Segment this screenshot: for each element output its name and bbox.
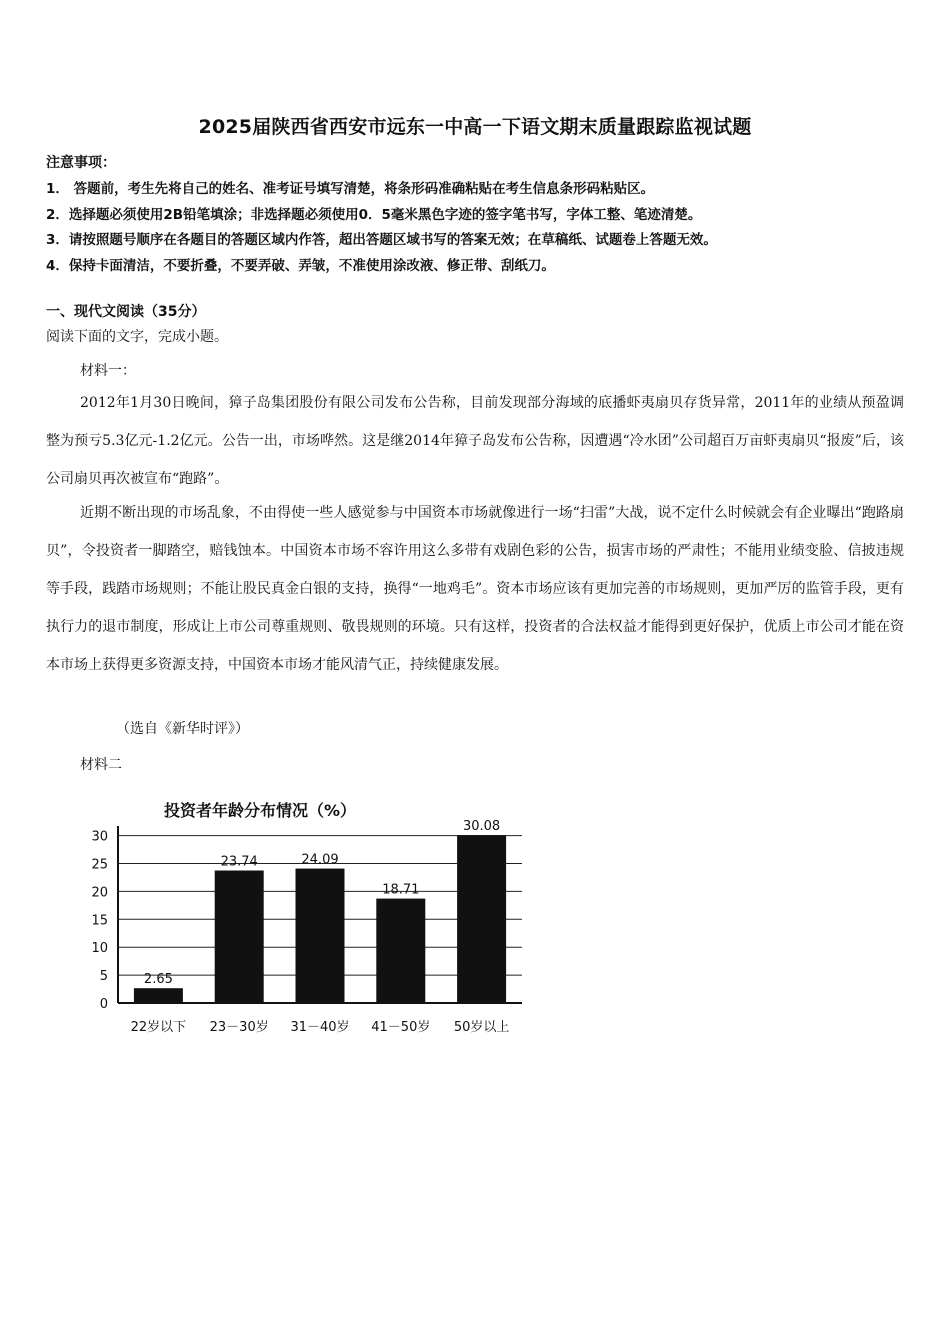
chart-x-labels xyxy=(131,1019,510,1035)
notice-item: 4．保持卡面清洁，不要折叠，不要弄破、弄皱，不准使用涂改液、修正带、刮纸刀。 xyxy=(46,257,555,274)
section-heading: 一、现代文阅读（35分） xyxy=(46,304,206,320)
y-tick-label: 10 xyxy=(91,941,108,957)
notice-heading: 注意事项： xyxy=(46,155,116,171)
material1-label: 材料一： xyxy=(80,363,136,379)
y-tick-label: 5 xyxy=(99,969,108,985)
reading-instruction: 阅读下面的文字，完成小题。 xyxy=(46,329,228,345)
chart-title: 投资者年龄分布情况（%） xyxy=(164,801,357,820)
bar xyxy=(376,899,425,1003)
bar xyxy=(215,871,264,1003)
bar-value-label: 24.09 xyxy=(301,852,339,868)
bar xyxy=(296,869,345,1003)
y-tick-label: 15 xyxy=(91,913,108,929)
notice-item: 3．请按照题号顺序在各题目的答题区域内作答，超出答题区域书写的答案无效；在草稿纸、试题卷上答题无效。 xyxy=(46,232,717,248)
x-category-label: 23－30岁 xyxy=(209,1020,269,1035)
bar xyxy=(134,988,183,1003)
material1-paragraph: 2012年1月30日晚间，獐子岛集团股份有限公司发布公告称，目前发现部分海域的底播虾夷扇贝存货异常，2011年的业绩从预盈调整为预亏5.3亿元-1.2亿元。公告一出，市场哗然。这是继2014年獐子岛发布公告称，因遭遇“冷水团”公司超百万亩虾夷扇贝“报废”后，该公司扇贝再次被宣布“跑路”。 xyxy=(46,395,904,487)
x-category-label: 31－40岁 xyxy=(290,1020,350,1035)
material1-paragraph: 近期不断出现的市场乱象，不由得使一些人感觉参与中国资本市场就像进行一场“扫雷”大战，说不定什么时候就会有企业曝出“跑路扇贝”，令投资者一脚踏空，赔钱蚀本。中国资本市场不容许用这么多带有戏剧色彩的公告，损害市场的严肃性；不能用业绩变脸、信披违规等手段，践踏市场规则；不能让股民真金白银的支持，换得“一地鸡毛”。资本市场应该有更加完善的市场规则，更加严厉的监管手段，更有执行力的退市制度，形成让上市公司尊重规则、敬畏规则的环境。只有这样，投资者的合法权益才能得到更好保护，优质上市公司才能在资本市场上获得更多资源支持，中国资本市场才能风清气正，持续健康发展。 xyxy=(46,505,904,673)
age-distribution-chart xyxy=(84,790,544,1040)
y-tick-label: 30 xyxy=(91,829,108,845)
y-tick-label: 0 xyxy=(99,997,108,1012)
bar-value-label: 30.08 xyxy=(462,819,501,835)
exam-title: 2025届陕西省西安市远东一中高一下语文期末质量跟踪监视试题 xyxy=(198,116,752,138)
chart-y-ticks xyxy=(91,830,108,1012)
notice-list xyxy=(46,177,916,279)
notice-item: 2．选择题必须使用2B铅笔填涂；非选择题必须使用0．5毫米黑色字迹的签字笔书写，字体工整、笔迹清楚。 xyxy=(46,206,702,223)
chart-svg xyxy=(84,790,544,1040)
material1-source: （选自《新华时评》） xyxy=(116,721,249,737)
x-category-label: 50岁以上 xyxy=(453,1020,510,1035)
bar xyxy=(457,835,506,1003)
y-tick-label: 25 xyxy=(91,857,108,873)
bar-value-label: 2.65 xyxy=(143,972,173,988)
notice-item: 1． 答题前，考生先将自己的姓名、准考证号填写清楚，将条形码准确粘贴在考生信息条形码粘贴区。 xyxy=(46,181,655,197)
material2-label: 材料二 xyxy=(80,757,122,773)
y-tick-label: 20 xyxy=(91,885,108,901)
x-category-label: 41－50岁 xyxy=(371,1020,431,1035)
bar-value-label: 18.71 xyxy=(382,882,420,898)
bar-value-label: 23.74 xyxy=(220,854,258,870)
x-category-label: 22岁以下 xyxy=(130,1020,187,1035)
